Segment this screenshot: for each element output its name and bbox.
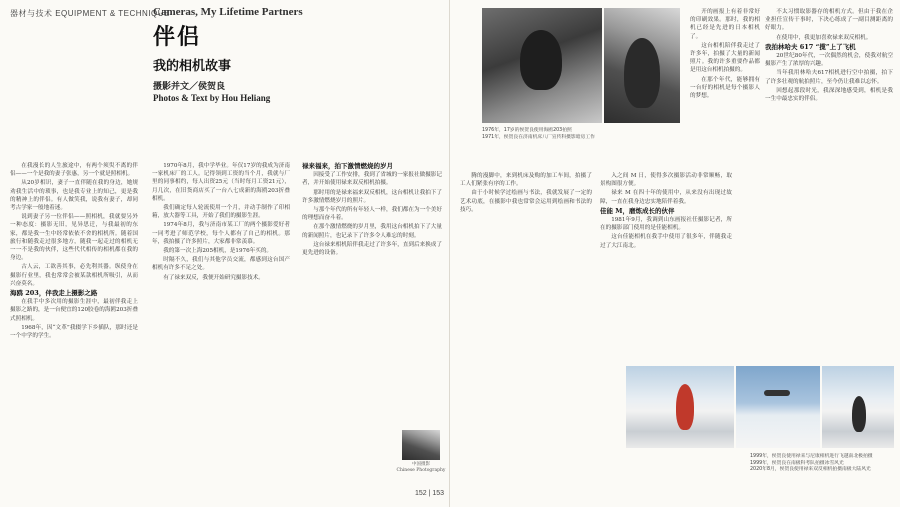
aircraft-photo xyxy=(736,366,820,448)
paragraph: 由于小时候学过绘画与书法，我就发展了一定的艺术功底，在摄影中我也常常会运用到绘画和书法的技巧。 xyxy=(460,190,592,213)
text-column-1 xyxy=(10,162,138,492)
darkroom-photo xyxy=(604,8,680,123)
text-column-2 xyxy=(152,162,290,492)
paragraph: 禄来 M 在四十年的使用中，从来没有出现过故障，一直在我身边忠实地陪伴着我。 xyxy=(600,190,732,205)
paragraph: 从20岁相识，妻子一直伴随在我的身边，她规劝我生活中的琐事，也是我专业上的知己，更是我的精神上的伴侣。有人做笑我，说我有妻子，却同考古学家一般地着迷。 xyxy=(10,180,138,212)
paragraph: 入之间 M 日，使得多次摄影活动非常顺畅，取景构图很方便。 xyxy=(600,173,732,188)
paragraph: 时隔不久，我们与其他学员交流，都感到这台国产相机有许多不足之处。 xyxy=(152,257,290,272)
paragraph: 在我漫长的人生旅途中，有两个须臾不离的伴侣——一个是我的妻子张惠，另一个就是照相机。 xyxy=(10,163,138,178)
credit-english: Chinese Photography xyxy=(396,468,446,473)
paragraph: 有了禄来双反，我便开始研究摄影技术。 xyxy=(163,274,264,281)
paragraph: 这台佳能相机在我手中使用了很多年，伴随我走过了大江南北。 xyxy=(600,234,732,249)
section-subheading: 禄来福来，拍下激情燃烧的岁月 xyxy=(302,162,393,170)
person-figure xyxy=(852,396,866,432)
chinese-title: 伴侣 xyxy=(153,24,202,50)
english-title: Cameras, My Lifetime Partners xyxy=(153,6,303,18)
person-figure xyxy=(624,38,660,108)
text-column-7 xyxy=(765,8,893,363)
photo-caption xyxy=(750,454,894,474)
camera-photo xyxy=(402,430,440,460)
person-figure xyxy=(520,30,562,90)
section-header: 器材与技术 EQUIPMENT & TECHNIQUE xyxy=(10,9,170,18)
credit-chinese: 中国摄影 xyxy=(412,462,430,467)
title-block xyxy=(153,6,443,103)
photo-credit xyxy=(396,462,446,474)
paragraph: 我们确定每人轮流使用一个月，并动手制作了印相箱，放大器等工具，开始了我们的摄影生涯。 xyxy=(152,205,290,220)
right-page xyxy=(450,0,900,507)
section-subheading: 海鸥 203，伴我走上摄影之路 xyxy=(10,289,98,298)
caption-line: 1999年，侯贺良在南极科考队拍摄冰雪风光 xyxy=(750,460,844,466)
paragraph: 腾的漫脚中，来到机床及购的加工车间，拍摄了工人们紧张有序的工作。 xyxy=(460,173,592,188)
aircraft-shape xyxy=(764,390,790,396)
paragraph: 1974年8月，我与济南市某工厂的两个摄影爱好者一同考进了师范学校，每个人都有了自己的相机。那年，我拍摄了许多照片，大家都非常羡慕。 xyxy=(152,222,290,245)
chinese-subtitle: 我的相机故事 xyxy=(153,59,232,74)
byline-english: Photos & Text by Hou Heliang xyxy=(153,93,271,103)
text-column-3 xyxy=(302,162,442,462)
paragraph: 在我手中多次用的摄影生涯中，最初伴我走上摄影之路的，是一台便宜的120胶卷的海鸥203折叠式照相机。 xyxy=(10,299,138,322)
paragraph: 开的画报上有着非常好的印刷效果。那时，我的相机已经是先进的日本相机了。 xyxy=(690,9,760,40)
paragraph: 在那个激情燃烧的岁月里，我用这台相机拍下了大量的新闻照片，也记录下了许多令人难忘的时刻。 xyxy=(302,224,442,239)
caption-line: 2020年8月，侯贺良使用禄来双反相机拍摄南极大陆风光 xyxy=(750,467,871,472)
paragraph: 古人云，工欲善其事，必先利其器。纵使身在摄影行业里，我也常常会被某款相机所吸引，从而兴奋莫名。 xyxy=(10,264,138,287)
paragraph: 那时用的是禄来福来双反相机，这台相机让我拍下了许多激情燃烧岁月的照片。 xyxy=(302,189,442,204)
caption-line: 1999年，侯贺良使用禄来与尼康相机进行飞越南北极拍摄 xyxy=(750,454,873,459)
section-subheading: 我拍林哈夫 617 “揽”上了飞机 xyxy=(765,42,856,51)
person-figure xyxy=(676,384,694,430)
paragraph: 回想起那段时光，我深深地感受到，相机是我一生中最忠实的伴侣。 xyxy=(765,87,893,103)
paragraph: 20世纪80年代，一次偶然的机会，使我对航空摄影产生了浓厚的兴趣。 xyxy=(765,53,893,68)
paragraph: 不太习惯取影器存的相机方式。但由于我在企业担任宣传干事时，下决心练成了一副目测距离的好眼力。 xyxy=(765,9,893,32)
paragraph: 这台相机陪伴我走过了许多年，拍摄了大量的新闻照片。我的许多重要作品都是用这台相机拍摄的。 xyxy=(690,42,760,74)
snowfield-photo xyxy=(822,366,894,448)
section-subheading: 佳能 M，磨炼成长的伙伴 xyxy=(600,206,675,215)
text-column-4 xyxy=(460,172,592,492)
paragraph: 当年我用林哈夫617相机进行空中拍摄，拍下了许多壮观的航拍照片，至今仍让我难以忘怀。 xyxy=(765,70,893,85)
paragraph: 在那个年代，能够拥有一台好的相机是每个摄影人的梦想。 xyxy=(690,76,760,100)
page-number: 152 | 153 xyxy=(415,490,445,497)
paragraph: 1968年，因“文革”我辍学下乡插队，那时还是一个中学的学生。 xyxy=(10,324,138,340)
caption-line: 1971年，侯贺良在济南机床八厂宣传科摄影暗房工作 xyxy=(482,134,595,140)
paragraph: 1970年8月，我中学毕业。年仅17岁的我成为济南一家机床厂的工人。记得领到工资的当个月，我就与厂里的同事相约，每人出资25元（当时每月工资21元），月几次，在旧货商店买了一台八七成新的海鸥203折叠相机。 xyxy=(152,163,290,202)
paragraph: 说到妻子另一位伴侣——照相机，我就要另外一种态度：摄影无旧，见异思迁，与我最初的东家，都是我一生中经常依依不舍的相机所。随着国旅行和随我走过很多地方，随我一起走过的相机无一一不是我的伙伴，这些代代相传的相机都在我的身边。 xyxy=(10,214,138,262)
paragraph: 我的第一次上海205相机，是1976年买的。 xyxy=(163,248,273,255)
paragraph: 在使用中，我更加喜欢禄来双反相机。 xyxy=(776,34,872,41)
paragraph: 因接受了工作安排，我到了省城的一家报社做摄影记者，并开始使用禄来双反相机拍摄。 xyxy=(302,172,442,187)
byline-chinese: 摄影并文／侯贺良 xyxy=(153,82,226,92)
antarctic-photo xyxy=(626,366,734,448)
text-column-6 xyxy=(690,8,760,168)
paragraph: 这台禄来相机陪伴我走过了许多年，直到后来换成了更先进的设备。 xyxy=(302,241,442,257)
photo-caption xyxy=(482,128,682,141)
portrait-photo xyxy=(482,8,602,123)
paragraph: 与那个年代的所有年轻人一样，我们都在为一个美好的理想而奋斗着。 xyxy=(302,207,442,222)
paragraph: 1981年9月，我调到山东画报社任摄影记者，所在的摄影部门使用的是佳能相机。 xyxy=(600,217,732,232)
caption-line: 1976年，17岁的侯贺良使用海鸥203拍照 xyxy=(482,128,572,133)
